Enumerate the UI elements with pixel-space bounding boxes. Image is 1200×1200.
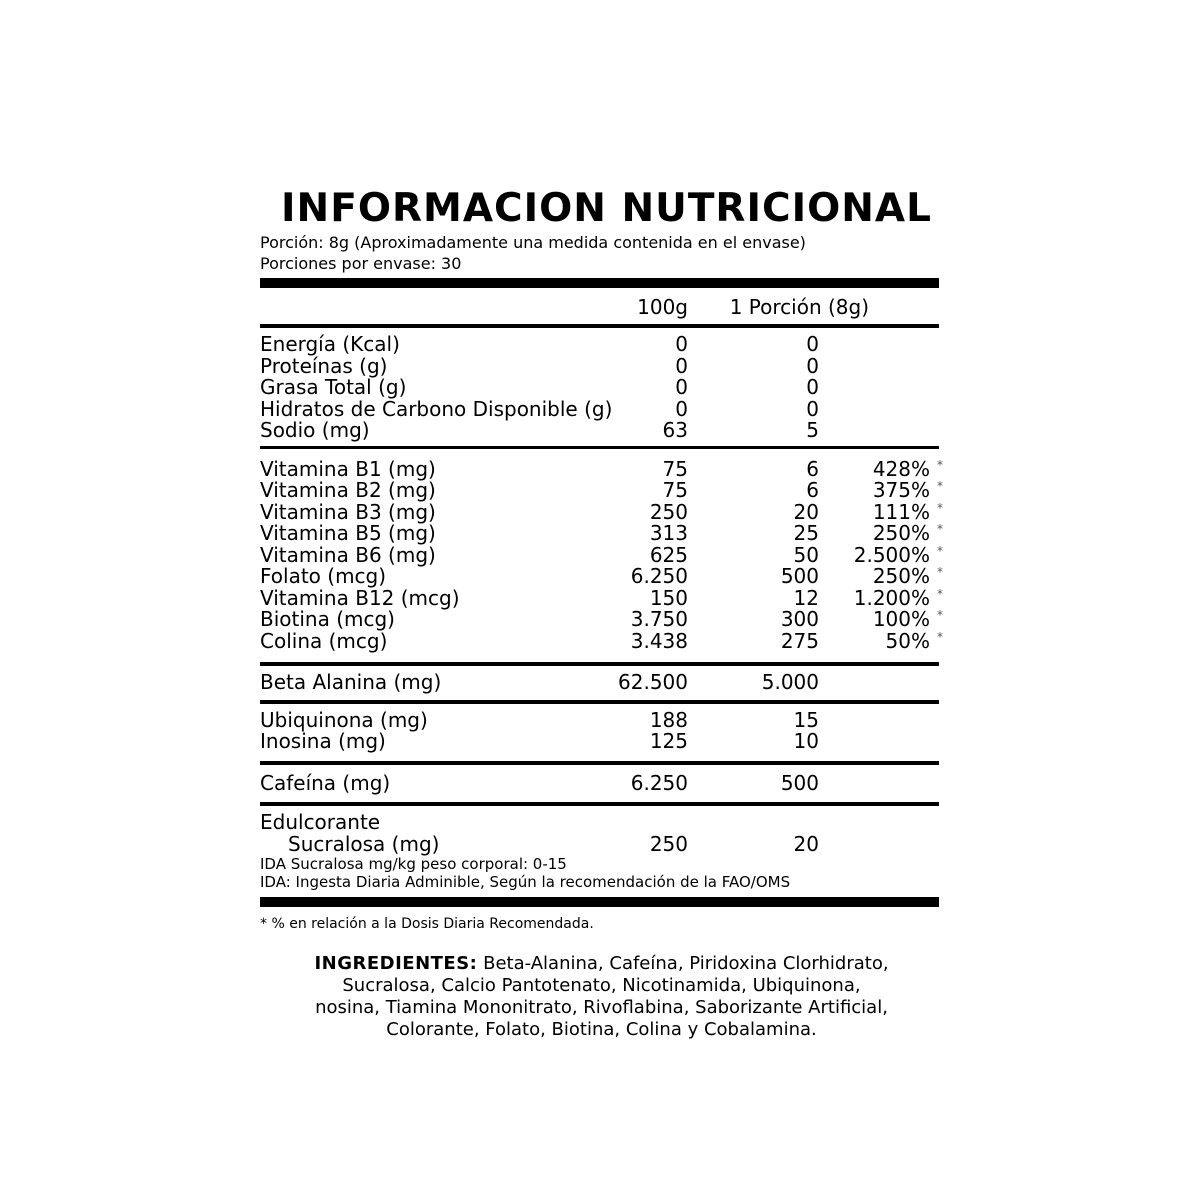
divider <box>260 700 939 704</box>
divider <box>260 761 939 765</box>
daily-value-percent: 428% <box>872 456 930 481</box>
caffeine-row <box>258 770 943 795</box>
ida-definition: IDA: Ingesta Diaria Adminible, Según la recomendación de la FAO/OMS <box>260 873 791 891</box>
value-100g: 188 <box>649 707 688 732</box>
value-100g: 3.750 <box>630 607 688 631</box>
header-per100: 100g <box>637 295 688 319</box>
value-100g: 625 <box>649 542 688 567</box>
value-100g: 313 <box>649 521 688 545</box>
value-portion: 0 <box>806 332 819 356</box>
value-portion: 300 <box>780 607 819 631</box>
divider-thick <box>260 278 939 288</box>
daily-value-percent: 50% <box>885 628 930 653</box>
asterisk: * <box>937 608 943 622</box>
value-100g: 0 <box>675 353 688 378</box>
vitamins-section <box>258 456 943 653</box>
nutrient-name: Inosina (mg) <box>260 729 386 753</box>
value-100g: 6.250 <box>630 564 688 588</box>
value-portion: 6 <box>806 478 819 502</box>
value-portion: 275 <box>780 628 819 653</box>
vitamin-row <box>258 456 943 481</box>
value-portion: 0 <box>806 396 819 421</box>
vitamin-row <box>258 566 943 588</box>
value-portion: 50 <box>793 542 819 567</box>
daily-value-percent: 100% <box>872 607 930 631</box>
asterisk: * <box>937 543 943 558</box>
value-portion: 500 <box>780 770 819 795</box>
value-100g: 125 <box>649 729 688 753</box>
value-100g: 3.438 <box>630 628 688 653</box>
ingredients-line: Sucralosa, Calcio Pantotenato, Nicotinamida, Ubiquinona, <box>342 975 861 996</box>
vitamin-name: Vitamina B1 (mg) <box>260 456 436 481</box>
asterisk: * <box>937 522 943 536</box>
divider-thick <box>260 897 939 907</box>
ingredients-line: nosina, Tiamina Mononitrato, Rivoflabina, Saborizante Artificial, <box>315 997 888 1018</box>
nutrient-name: Sucralosa (mg) <box>288 831 440 856</box>
value-100g: 62.500 <box>618 670 688 694</box>
vitamin-name: Vitamina B2 (mg) <box>260 478 436 502</box>
nutrient-name: Energía (Kcal) <box>260 332 400 356</box>
vitamin-name: Folato (mcg) <box>260 564 387 588</box>
nutrient-row <box>258 353 943 378</box>
nutrient-row <box>258 707 943 732</box>
nutrient-row <box>258 396 943 421</box>
value-100g: 0 <box>675 332 688 356</box>
nutrient-name: Proteínas (g) <box>260 353 388 378</box>
nutrient-row <box>258 420 943 442</box>
value-portion: 5 <box>806 418 819 442</box>
asterisk: * <box>937 565 943 579</box>
divider <box>260 802 939 806</box>
ida-note: IDA Sucralosa mg/kg peso corporal: 0-15 <box>260 855 567 873</box>
value-portion: 500 <box>780 564 819 588</box>
nutrient-row <box>258 731 943 753</box>
nutrient-row <box>258 334 943 356</box>
value-portion: 12 <box>793 585 819 610</box>
value-portion: 25 <box>793 521 819 545</box>
value-portion: 6 <box>806 456 819 481</box>
value-100g: 150 <box>649 585 688 610</box>
column-header <box>258 294 943 320</box>
asterisk: * <box>937 500 943 515</box>
vitamin-name: Vitamina B12 (mcg) <box>260 585 460 610</box>
vitamin-row <box>258 499 943 524</box>
divider <box>260 662 939 666</box>
vitamin-name: Biotina (mcg) <box>260 607 395 631</box>
nutrient-name: Hidratos de Carbono Disponible (g) <box>260 396 613 421</box>
value-100g: 75 <box>662 456 688 481</box>
footnote: * % en relación a la Dosis Diaria Recomendada. <box>260 916 594 932</box>
nutrient-name: Sodio (mg) <box>260 418 370 442</box>
nutrient-row <box>258 377 943 399</box>
value-portion: 0 <box>806 375 819 399</box>
servings-text: Porciones por envase: 30 <box>260 254 462 273</box>
daily-value-percent: 250% <box>872 564 930 588</box>
vitamin-row <box>258 523 943 545</box>
nutrition-label <box>258 186 943 1041</box>
asterisk: * <box>937 629 943 644</box>
value-portion: 20 <box>793 831 819 856</box>
value-portion: 15 <box>793 707 819 732</box>
beta-alanine-row <box>258 672 943 694</box>
value-portion: 0 <box>806 353 819 378</box>
daily-value-percent: 250% <box>872 521 930 545</box>
label-title: INFORMACION NUTRICIONAL <box>281 186 932 231</box>
vitamin-row <box>258 480 943 502</box>
sweetener-group: Edulcorante <box>260 810 381 834</box>
asterisk: * <box>937 586 943 601</box>
asterisk: * <box>937 479 943 493</box>
sweetener-group-row <box>258 812 943 834</box>
portion-text: Porción: 8g (Aproximadamente una medida contenida en el envase) <box>260 233 806 252</box>
vitamin-row <box>258 585 943 610</box>
value-100g: 75 <box>662 478 688 502</box>
value-100g: 250 <box>649 499 688 524</box>
macros-section <box>258 334 943 442</box>
value-100g: 0 <box>675 396 688 421</box>
value-portion: 5.000 <box>761 670 819 694</box>
value-portion: 20 <box>793 499 819 524</box>
value-portion: 10 <box>793 729 819 753</box>
nutrient-name: Ubiquinona (mg) <box>260 707 428 732</box>
sweetener-row <box>258 831 943 856</box>
header-per-portion: 1 Porción (8g) <box>729 295 869 319</box>
vitamin-name: Vitamina B5 (mg) <box>260 521 436 545</box>
vitamin-name: Vitamina B3 (mg) <box>260 499 436 524</box>
daily-value-percent: 2.500% <box>853 542 930 567</box>
vitamin-row <box>258 542 943 567</box>
vitamin-name: Colina (mcg) <box>260 628 388 653</box>
daily-value-percent: 1.200% <box>853 585 930 610</box>
divider <box>260 324 939 328</box>
nutrient-name: Grasa Total (g) <box>260 375 407 399</box>
value-100g: 6.250 <box>630 770 688 795</box>
asterisk: * <box>937 457 943 472</box>
value-100g: 63 <box>662 418 688 442</box>
ingredients-line <box>260 953 943 975</box>
ingredients <box>258 953 943 1041</box>
vitamin-name: Vitamina B6 (mg) <box>260 542 436 567</box>
value-100g: 0 <box>675 375 688 399</box>
vitamin-row <box>258 609 943 631</box>
daily-value-percent: 375% <box>872 478 930 502</box>
ingredients-text: Beta-Alanina, Cafeína, Piridoxina Clorhidrato, <box>483 953 889 974</box>
daily-value-percent: 111% <box>872 499 930 524</box>
value-100g: 250 <box>649 831 688 856</box>
sweetener-section <box>258 812 943 891</box>
ingredients-label: INGREDIENTES: <box>314 953 478 974</box>
divider <box>260 446 939 449</box>
nutrient-name: Beta Alanina (mg) <box>260 670 442 694</box>
nutrient-name: Cafeína (mg) <box>260 770 391 795</box>
vitamin-row <box>258 628 943 653</box>
ingredients-line: Colorante, Folato, Biotina, Colina y Cobalamina. <box>386 1019 817 1040</box>
